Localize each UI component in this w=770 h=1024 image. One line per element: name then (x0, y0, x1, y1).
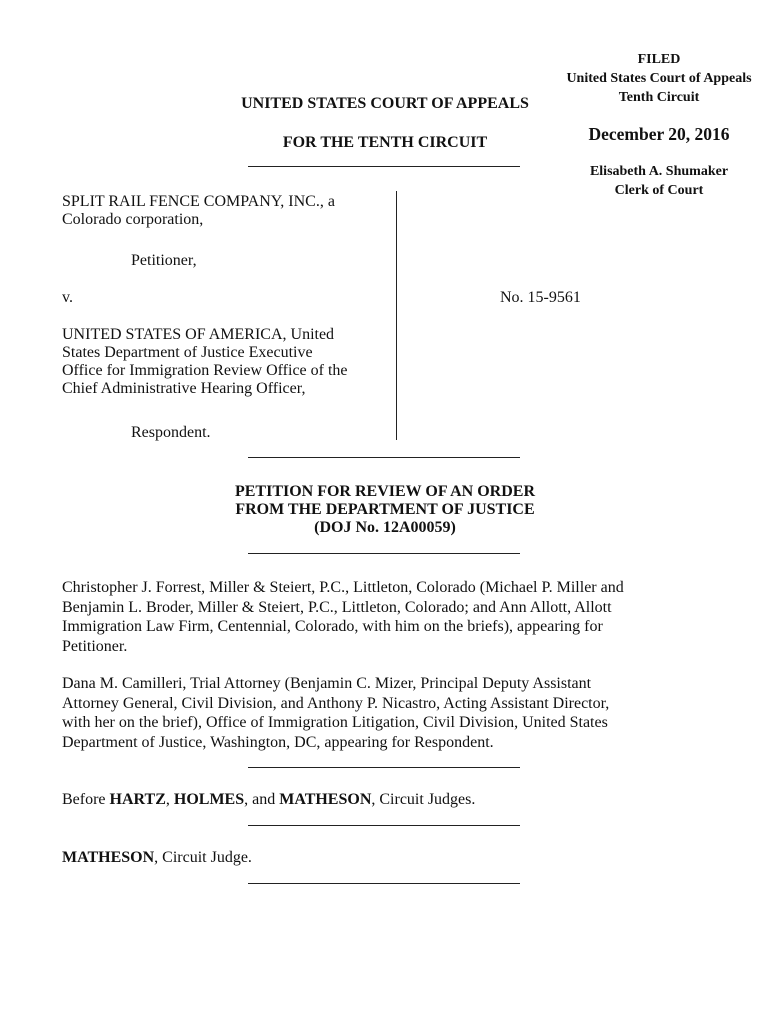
author-rule (248, 883, 520, 884)
petitioner-line-1: SPLIT RAIL FENCE COMPANY, INC., a (62, 193, 335, 210)
petitioner-line-2: Colorado corporation, (62, 211, 204, 228)
respondent-line-4: Chief Administrative Hearing Officer, (62, 380, 306, 397)
respondent-counsel (62, 674, 742, 752)
respondent-line-1: UNITED STATES OF AMERICA, United (62, 326, 335, 343)
court-heading: UNITED STATES COURT OF APPEALS (241, 95, 529, 112)
petition-line-1: PETITION FOR REVIEW OF AN ORDER (234, 483, 536, 500)
panel-suffix: , Circuit Judges. (371, 791, 476, 808)
petition-line-3: (DOJ No. 12A00059) (314, 519, 456, 536)
petition-rule (248, 553, 520, 554)
author-name: MATHESON (62, 849, 155, 866)
circuit-heading: FOR THE TENTH CIRCUIT (282, 134, 488, 151)
petition-line-2: FROM THE DEPARTMENT OF JUSTICE (235, 501, 535, 518)
petitioner-counsel (62, 578, 742, 656)
respondent-counsel-line-2: Attorney General, Civil Division, and Anthony P. Nicastro, Acting Assistant Director, (62, 694, 610, 712)
respondent-counsel-line-1: Dana M. Camilleri, Trial Attorney (Benjamin C. Mizer, Principal Deputy Assistant (62, 675, 592, 692)
stamp-circuit: Tenth Circuit (618, 90, 700, 105)
header-rule (248, 166, 520, 167)
respondent-role: Respondent. (131, 424, 211, 441)
panel-before: Before (62, 791, 110, 808)
panel-rule (248, 825, 520, 826)
judge-holmes: HOLMES (173, 791, 245, 808)
panel-sep-2: , and (244, 791, 280, 808)
counsel-rule (248, 767, 520, 768)
petitioner-counsel-line-4: Petitioner. (62, 637, 128, 655)
respondent-line-2: States Department of Justice Executive (62, 344, 313, 361)
caption-rule (248, 457, 520, 458)
petitioner-name (62, 193, 392, 229)
respondent-counsel-line-3: with her on the brief), Office of Immigration Litigation, Civil Division, United States (62, 714, 608, 731)
respondent-counsel-line-4: Department of Justice, Washington, DC, appearing for Respondent. (62, 733, 494, 751)
respondent-name (62, 326, 397, 398)
petitioner-counsel-line-1: Christopher J. Forrest, Miller & Steiert, P.C., Littleton, Colorado (Michael P. Miller and (62, 579, 624, 596)
respondent-line-3: Office for Immigration Review Office of the (62, 362, 348, 379)
petition-title (200, 483, 570, 537)
filed-label: FILED (637, 52, 681, 67)
stamp-court: United States Court of Appeals (566, 71, 752, 86)
case-number: No. 15-9561 (500, 289, 581, 306)
clerk-title: Clerk of Court (614, 183, 704, 198)
filed-stamp (548, 50, 770, 107)
panel-sep-1: , (165, 791, 174, 808)
judge-matheson: MATHESON (279, 791, 372, 808)
author-suffix: , Circuit Judge. (154, 849, 252, 866)
petitioner-role: Petitioner, (131, 252, 197, 269)
petitioner-counsel-line-2: Benjamin L. Broder, Miller & Steiert, P.C., Littleton, Colorado; and Ann Allott, Allott (62, 598, 612, 616)
filed-date: December 20, 2016 (588, 124, 730, 144)
clerk-name: Elisabeth A. Shumaker (589, 164, 729, 179)
judge-hartz: HARTZ (109, 791, 166, 808)
opinion-author (62, 849, 252, 867)
panel-line (62, 791, 475, 809)
versus: v. (62, 289, 73, 306)
clerk-block (548, 162, 770, 200)
petitioner-counsel-line-3: Immigration Law Firm, Centennial, Colorado, with him on the briefs), appearing for (62, 618, 603, 635)
caption-divider (396, 191, 397, 440)
